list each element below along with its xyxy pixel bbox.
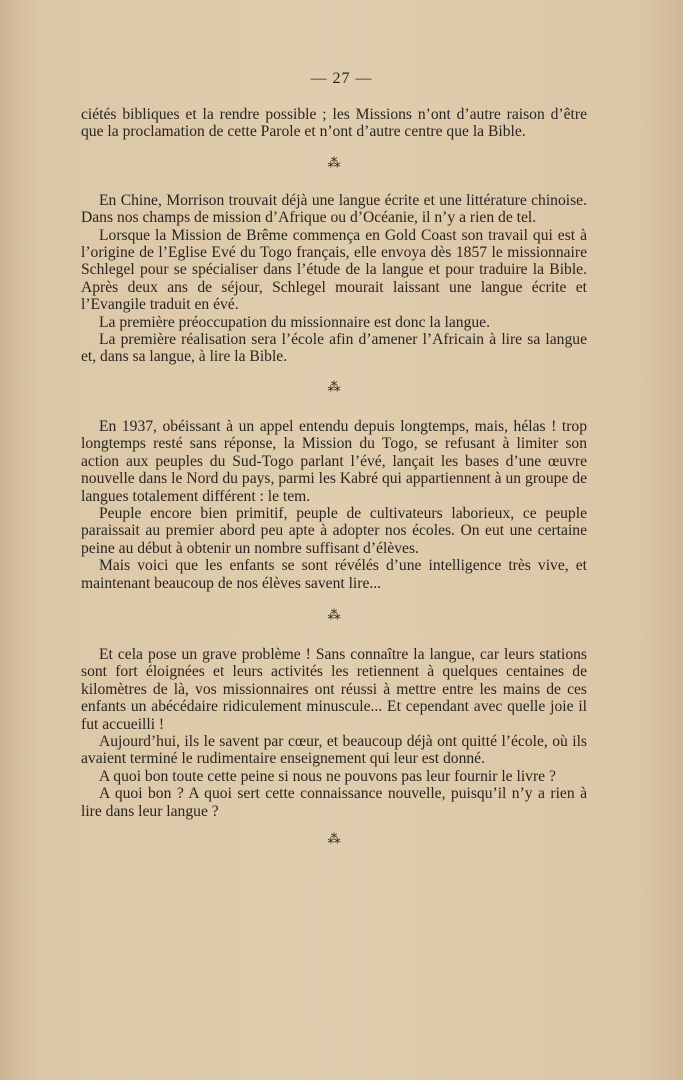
paragraph: A quoi bon ? A quoi sert cette connaissance nouvelle, puisqu’il n’y a rien à lire dans leur langue ?	[81, 785, 587, 820]
paragraph: ciétés bibliques et la rendre possible ; les Missions n’ont d’autre raison d’être que la proclamation de cette Parole et n’ont d’autre centre que la Bible.	[81, 106, 587, 141]
section-separator: ⁂	[327, 378, 341, 394]
page-number: — 27 —	[310, 70, 373, 87]
paragraph: Mais voici que les enfants se sont révélés d’une intelligence très vive, et maintenant beaucoup de nos élèves savent lire...	[81, 557, 587, 592]
paragraph: La première réalisation sera l’école afin d’amener l’Africain à lire sa langue et, dans sa langue, à lire la Bible.	[81, 331, 587, 366]
paragraph: Aujourd’hui, ils le savent par cœur, et beaucoup déjà ont quitté l’école, où ils avaient terminé le rudimentaire enseignement qui leur est donné.	[81, 732, 587, 768]
paragraph: A quoi bon toute cette peine si nous ne pouvons pas leur fournir le livre ?	[99, 767, 556, 785]
paragraph: Lorsque la Mission de Brême commença en Gold Coast son travail qui est à l’origine de l’Eglise Evé du Togo français, elle envoya dès 1857 le missionnaire Schlegel pour se spécialiser dans l’étude de la langue et pour traduire la Bible. Après deux ans de séjour, Schlegel mourait laissant une langue écrite et l’Evangile traduit en évé.	[81, 226, 587, 314]
paragraph: En 1937, obéissant à un appel entendu depuis longtemps, mais, hélas ! trop longtemps resté sans réponse, la Mission du Togo, se refusant à limiter son action aux peuples du Sud-Togo parlant l’évé, lançait les bases d’une œuvre nouvelle dans le Nord du pays, parmi les Kabré qui appartiennent à un groupe de langues totalement différent : le tem.	[81, 417, 587, 505]
section-separator: ⁂	[327, 606, 341, 622]
paragraph: Peuple encore bien primitif, peuple de cultivateurs laborieux, ce peuple paraissait au premier abord peu apte à adopter nos écoles. On eut une certaine peine au début à obtenir un nombre suffisant d’élèves.	[81, 504, 587, 557]
paragraph: En Chine, Morrison trouvait déjà une langue écrite et une littérature chinoise. Dans nos champs de mission d’Afrique ou d’Océanie, il n’y a rien de tel.	[81, 191, 587, 227]
paragraph: La première préoccupation du missionnaire est donc la langue.	[99, 313, 491, 331]
paragraph: Et cela pose un grave problème ! Sans connaître la langue, car leurs stations sont fort éloignées et leurs activités les retiennent à quelques centaines de kilomètres de là, vos missionnaires ont réussi à mettre entre les mains de ces enfants un abécédaire ridiculement minuscule... Et cependant avec quelle joie il fut accueilli !	[81, 645, 587, 733]
section-separator: ⁂	[327, 154, 341, 170]
section-separator: ⁂	[327, 831, 341, 846]
body-text	[81, 106, 587, 846]
